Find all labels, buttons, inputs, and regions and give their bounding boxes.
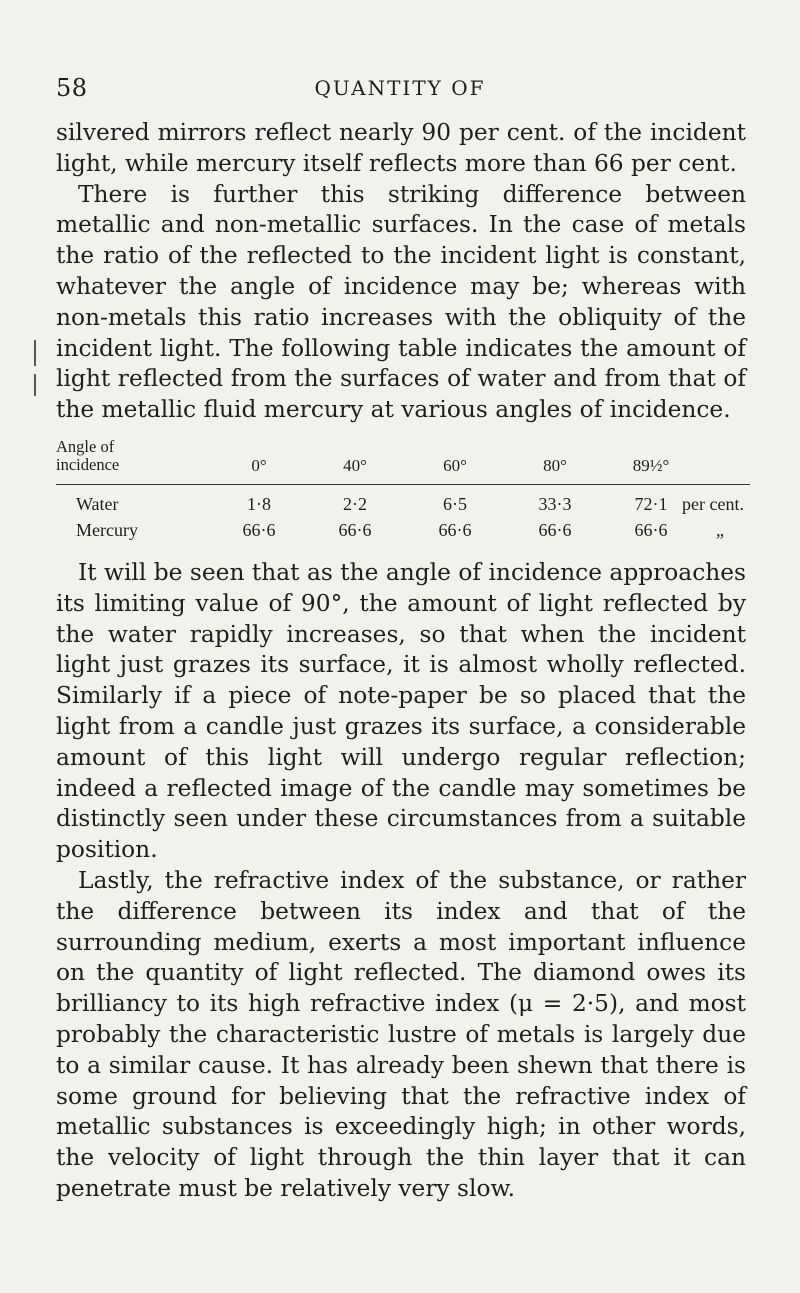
table-cell: 66·6 <box>438 520 472 540</box>
table-cell: 72·1 <box>634 494 668 514</box>
paragraph-2: It will be seen that as the angle of incidence approaches its limiting value of 90°, the amount of light reflected by the water rapidly increases, so that when the incident light just grazes its surface, it is almost wholly reflected. Similarly if a piece of note-paper be so placed that the light from a candle just grazes its surface, a considerable amount of this light will undergo regular reflection; indeed a reflected image of the candle may sometimes be distinctly seen under these circumstances from a suitable position. <box>56 559 746 864</box>
table-header-line-1: Angle of <box>56 437 115 456</box>
paragraph-1-first-line: silvered mirrors reflect nearly 90 per cent. of the incident light, while mercury itself reflects more than 66 per cent. <box>56 119 746 177</box>
row-label-water: Water <box>76 494 119 514</box>
table-cell: 66·6 <box>338 520 372 540</box>
paragraph-1 <box>56 118 746 426</box>
paragraph-1-rest: There is further this striking difference between metallic and non-metallic surfaces. In the case of metals the ratio of the reflected to the incident light is constant, whatever the angle of incidence may be; whereas with non-metals this ratio increases with the obliquity of the incident light. The following table indicates the amount of light reflected from the surfaces of water and from that of the metallic fluid mercury at various angles of incidence. <box>56 180 746 424</box>
margin-mark <box>34 374 36 396</box>
table-cell: 66·6 <box>538 520 572 540</box>
table-header-label <box>56 438 119 474</box>
ditto-mark: „ <box>716 520 724 540</box>
table-cell: 33·3 <box>538 494 572 514</box>
running-head: QUANTITY OF <box>314 76 486 100</box>
angle-header-3: 80° <box>543 456 567 475</box>
table-header-line-2: incidence <box>56 455 120 474</box>
angle-header-2: 60° <box>443 456 467 475</box>
page-number: 58 <box>56 74 88 102</box>
angle-header-0: 0° <box>251 456 267 475</box>
table-cell: 2·2 <box>343 494 367 514</box>
margin-mark <box>34 340 36 366</box>
unit-label: per cent. <box>682 494 744 514</box>
table-cell: 66·6 <box>634 520 668 540</box>
page-header <box>0 74 800 104</box>
angle-header-4: 89½° <box>632 456 670 475</box>
table-cell: 66·6 <box>242 520 276 540</box>
table-rule <box>56 484 750 485</box>
table-cell: 6·5 <box>443 494 467 514</box>
paragraph-3: Lastly, the refractive index of the substance, or rather the difference between its index and that of the surrounding medium, exerts a most important influence on the quantity of light reflected. The diamond owes its brilliancy to its high refractive index (μ = 2·5), and most probably the characteristic lustre of metals is largely due to a similar cause. It has already been shewn that there is some ground for believing that the refractive index of metallic substances is exceedingly high; in other words, the velocity of light through the thin layer that it can penetrate must be relatively very slow. <box>56 867 746 1202</box>
angle-header-1: 40° <box>343 456 367 475</box>
row-label-mercury: Mercury <box>76 520 138 540</box>
table-cell: 1·8 <box>247 494 271 514</box>
